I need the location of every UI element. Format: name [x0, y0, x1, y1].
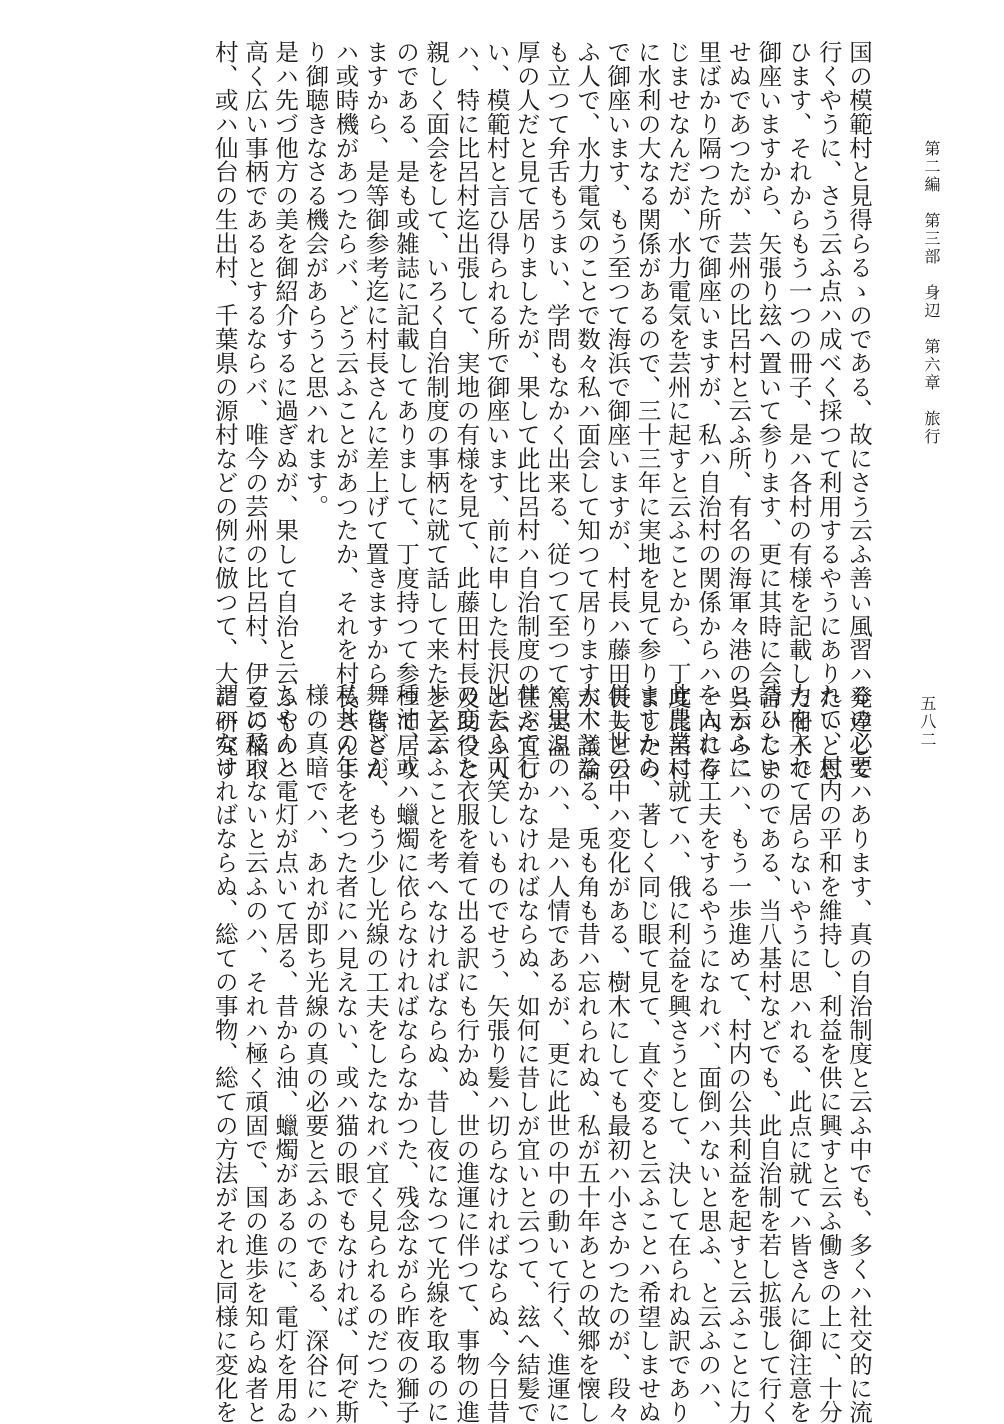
text-line: で御座います、もう至つて海浜で御座いますが、村長ハ藤田長夫と云 [603, 40, 632, 781]
text-line: 高く広い事柄であるとするならバ、唯今の芸州の比呂村、伊豆の稲取 [240, 40, 269, 781]
text-line: の変つた衣服を着て出る訳にも行かぬ、世の進運に伴つて、事物の進 [452, 683, 481, 1424]
text-line: 此農業に就てハ、俄に利益を興さうとして、決して在られぬ訳であり [663, 683, 692, 1424]
text-line: 請ひたいのである、当八基村などでも、此自治制を若し拡張して行く [754, 683, 783, 1424]
text-line: く思ふのハ、是ハ人情であるが、更に此世の中の動いて行く、進運に [542, 683, 571, 1424]
text-line: も立つて弁舌もうまい、学問もなかく出来る、従つて至つて篤実温 [542, 40, 571, 757]
text-line: 力を入れて居らないやうに思ハれる、此点に就てハ皆さんに御注意を [784, 683, 813, 1424]
text-line: り御聴きなさる機会があらうと思ハれます。 [301, 40, 330, 518]
text-line: を入れる工夫をするやうになれバ、面倒ハないと思ふ、と云ふのハ、 [693, 683, 722, 1424]
text-line: 様の真暗でハ、あれが即ち光線の真の必要と云ふのである、深谷にハ [301, 683, 330, 1424]
text-line: ハ或時機があつたらバ、どう云ふことがあつたか、それを村長さんよ [331, 40, 360, 781]
text-line: 謂ハなければならぬ、総ての事物、総ての方法がそれと同様に変化を [210, 683, 239, 1424]
text-block-bottom [210, 683, 874, 1424]
text-block-top [210, 40, 874, 781]
text-line: 村、或ハ仙台の生出村、千葉県の源村などの例に倣つて、大に研究す [210, 40, 239, 781]
text-line: ますから、著しく同じ眼て見て、直ぐ変ると云ふことハ希望しませぬ [633, 683, 662, 1424]
text-line: 厚の人だと見て居りましたが、果して此比呂村ハ自治制度の甚だ宜し [512, 40, 541, 781]
text-line: ちやんと電灯が点いて居る、昔から油、蠟燭があるのに、電灯を用ゐ [271, 683, 300, 1424]
text-line: のである、是も或雑誌に記載してありまして、丁度持つて参つて居り [391, 40, 420, 781]
text-line: るの必要ハあります、真の自治制度と云ふ中でも、多くハ社交的に流 [845, 683, 873, 1424]
text-line: ひます、それからもう一つの冊子、是ハ各村の有様を記載した冊子で [784, 40, 813, 781]
text-line: い、模範村と言ひ得られる所で御座います、前に申した長沢と云ふ人 [482, 40, 511, 781]
text-line: ハ、特に比呂村迄出張して、実地の有様を見て、此藤田村長及助役と [452, 40, 481, 781]
text-line: 歩と云ふことを考へなければならぬ、昔し夜になつて光線を取るのに [422, 683, 451, 1424]
text-line: 御座いますから、矢張り玆へ置いて参ります、更に其時に会合ハしま [754, 40, 783, 781]
text-line: 里ばかり隔つた所で御座いますが、私ハ自治村の関係からハ一向に存 [693, 40, 722, 781]
text-line: 国の模範村と見得らるゝのである、故にさう云ふ善い風習ハ発達して [845, 40, 873, 781]
text-line: れて、村内の平和を維持し、利益を供に興すと云ふ働きの上に、十分 [814, 683, 843, 1424]
text-line: せぬであつたが、芸州の比呂村と云ふ所、有名の海軍々港の呉から二 [724, 40, 753, 781]
text-line: るに及バないと云ふのハ、それハ極く頑固で、国の進歩を知らぬ者と [240, 683, 269, 1424]
page-number: 五八二 [918, 695, 937, 749]
text-line: 私共の年を老つた者にハ見えない、或ハ猫の眼でもなければ、何ぞ斯 [331, 683, 360, 1424]
text-line: 出たら可笑しいものでせう、矢張り髪ハ切らなければならぬ、今日昔 [482, 683, 511, 1424]
text-line: に水利の大なる関係があるので、三十三年に実地を見て参りましたの [633, 40, 662, 781]
text-line: 舞などが、もう少し光線の工夫をしたなれバ宜く見られるのだつた、 [361, 683, 390, 1424]
text-line: 大木となる、兎も角も昔ハ忘れられぬ、私が五十年あとの故郷を懐し [573, 683, 602, 1424]
text-line: 種油、或ハ蠟燭に依らなければならなかつた、残念ながら昨夜の獅子 [391, 683, 420, 1424]
text-line: 伴ふて行かなければならぬ、如何に昔しが宜いと云つて、玆へ結髪で [512, 683, 541, 1424]
text-line: じませなんだが、水力電気を芸州に起すと云ふことから、丁度比呂村 [663, 40, 692, 781]
text-line: と云ふにハ、もう一歩進めて、村内の公共利益を起すと云ふことに力 [724, 683, 753, 1424]
text-line: ますから、是等御参考迄に村長さんに差上げて置きますから、皆さん [361, 40, 390, 781]
text-line: 親しく面会をして、いろく自治制度の事柄に就て話して来たと云ふ [422, 40, 451, 757]
text-line: 是ハ先づ他方の美を御紹介するに過ぎぬが、果して自治と云ふものハ [271, 40, 300, 781]
text-line: 行くやうに、さう云ふ点ハ成べく採つて利用するやうにありたいと思 [814, 40, 843, 781]
running-head: 第二編 第三部 身辺 第六章 旅行 [922, 140, 941, 446]
text-line: 併し世の中ハ変化がある、樹木にしても最初ハ小さかつたのが、段々 [603, 683, 632, 1424]
text-line: ふ人で、水力電気のことで数々私ハ面会して知つて居りますが、議論 [573, 40, 602, 781]
